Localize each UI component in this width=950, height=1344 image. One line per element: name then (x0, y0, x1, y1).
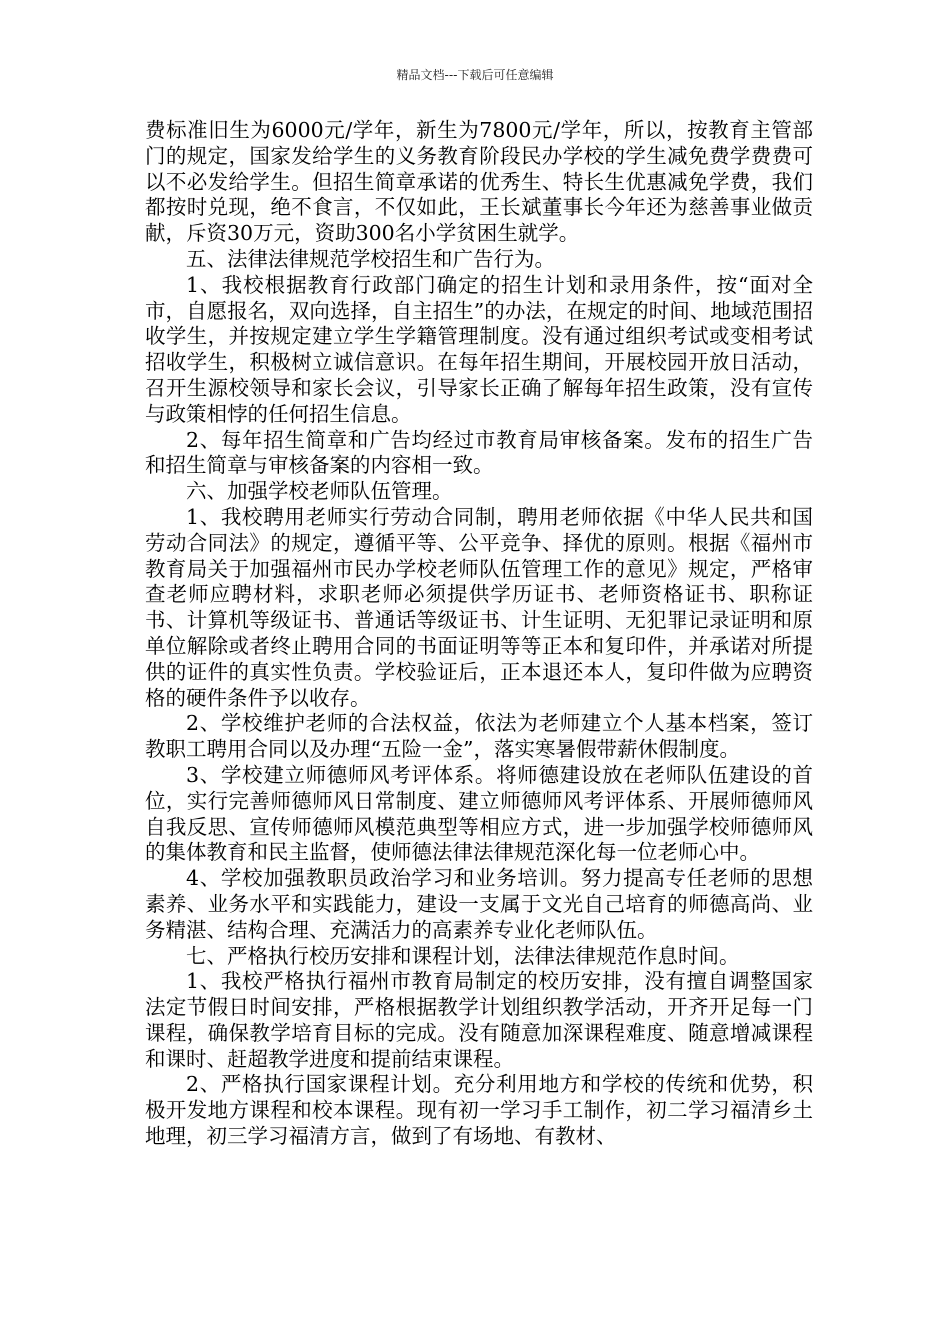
paragraph-curriculum-2: 2、严格执行国家课程计划。充分利用地方和学校的传统和优势，积极开发地方课程和校本课程。现有初一学习手工制作，初二学习福清乡土地理，初三学习福清方言，做到了有场地、有教材、 (145, 1072, 813, 1149)
section-heading-teachers: 六、加强学校老师队伍管理。 (186, 479, 453, 504)
paragraph-teachers-3: 3、学校建立师德师风考评体系。将师德建设放在老师队伍建设的首位，实行完善师德师风日常制度、建立师德师风考评体系、开展师德师风自我反思、宣传师德师风模范典型等相应方式，进一步加强学校师德师风的集体教育和民主监督，使师德法律法律规范深化每一位老师心中。 (145, 762, 813, 865)
paragraph-teachers-1: 1、我校聘用老师实行劳动合同制，聘用老师依据《中华人民共和国劳动合同法》的规定，遵循平等、公平竞争、择优的原则。根据《福州市教育局关于加强福州市民办学校老师队伍管理工作的意见》规定，严格审查老师应聘材料，求职老师必须提供学历证书、老师资格证书、职称证书、计算机等级证书、普通话等级证书、计生证明、无犯罪记录证明和原单位解除或者终止聘用合同的书面证明等等正本和复印件，并承诺对所提供的证件的真实性负责。学校验证后，正本退还本人，复印件做为应聘资格的硬件条件予以收存。 (145, 504, 813, 710)
paragraph-enrollment-2: 2、每年招生简章和广告均经过市教育局审核备案。发布的招生广告和招生简章与审核备案的内容相一致。 (145, 427, 813, 478)
paragraph-enrollment-1: 1、我校根据教育行政部门确定的招生计划和录用条件，按“面对全市，自愿报名，双向选择，自主招生”的办法，在规定的时间、地域范围招收学生，并按规定建立学生学籍管理制度。没有通过组织考试或变相考试招收学生，积极树立诚信意识。在每年招生期间，开展校园开放日活动，召开生源校领导和家长会议，引导家长正确了解每年招生政策，没有宣传与政策相悖的任何招生信息。 (145, 272, 813, 426)
section-heading-enrollment: 五、法律法律规范学校招生和广告行为。 (186, 246, 555, 271)
paragraph-tuition-continuation: 费标准旧生为6000元/学年，新生为7800元/学年，所以，按教育主管部门的规定，国家发给学生的义务教育阶段民办学校的学生减免费学费费可以不必发给学生。但招生简章承诺的优秀生、特长生优惠减免学费，我们都按时兑现，绝不食言，不仅如此，王长斌董事长今年还为慈善事业做贡献，斥资30万元，资助300名小学贫困生就学。 (145, 118, 813, 246)
document-body (145, 118, 813, 1150)
section-heading-curriculum: 七、严格执行校历安排和课程计划，法律法律规范作息时间。 (186, 943, 740, 968)
page-header-note: 精品文档---下载后可任意编辑 (396, 68, 554, 82)
paragraph-teachers-2: 2、学校维护老师的合法权益，依法为老师建立个人基本档案，签订教职工聘用合同以及办理“五险一金”，落实寒暑假带薪休假制度。 (145, 711, 813, 762)
paragraph-teachers-4: 4、学校加强教职员政治学习和业务培训。努力提高专任老师的思想素养、业务水平和实践能力，建设一支属于文光自己培育的师德高尚、业务精湛、结构合理、充满活力的高素养专业化老师队伍。 (145, 866, 813, 942)
paragraph-curriculum-1: 1、我校严格执行福州市教育局制定的校历安排，没有擅自调整国家法定节假日时间安排，严格根据教学计划组织教学活动，开齐开足每一门课程，确保教学培育目标的完成。没有随意加深课程难度、随意增减课程和课时、赶超教学进度和提前结束课程。 (145, 969, 813, 1071)
